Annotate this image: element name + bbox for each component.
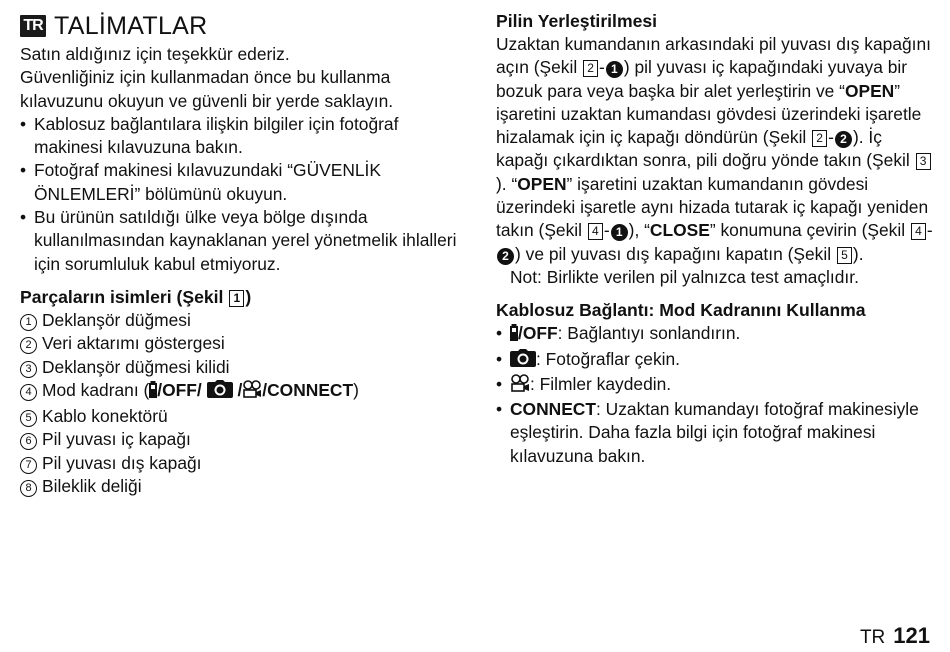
- part-item: 6 Pil yuvası iç kapağı: [20, 428, 465, 452]
- part-number: 1: [20, 314, 37, 331]
- left-column: [20, 10, 465, 499]
- figure-ref: 4: [911, 223, 926, 240]
- figure-ref: 3: [916, 153, 931, 170]
- page-title: [20, 10, 465, 42]
- part-item: 5 Kablo konektörü: [20, 405, 465, 429]
- part-number: 6: [20, 433, 37, 450]
- mode-item-photo: • : Fotoğraflar çekin.: [496, 348, 936, 373]
- figure-ref: 2: [583, 60, 598, 77]
- parts-list: [20, 309, 465, 499]
- footer-language: TR: [859, 627, 886, 648]
- step-number: 1: [611, 224, 628, 241]
- camera-icon: [207, 380, 233, 405]
- mode-item-off: • /OFF: Bağlantıyı sonlandırın.: [496, 322, 936, 347]
- movie-camera-icon: [242, 380, 262, 405]
- page-footer: [860, 624, 930, 650]
- step-number: 2: [497, 248, 514, 265]
- part-number: 2: [20, 337, 37, 354]
- notice-item: • Fotoğraf makinesi kılavuzundaki “GÜVENLİK ÖNLEMLERİ” bölümünü okuyun.: [20, 159, 465, 206]
- part-item: 1 Deklanşör düğmesi: [20, 309, 465, 333]
- notice-list: [20, 113, 465, 276]
- title-text: TALİMATLAR: [54, 12, 208, 40]
- step-number: 1: [606, 61, 623, 78]
- mode-list: [496, 322, 936, 468]
- language-badge: TR: [20, 15, 46, 37]
- page-number: 121: [893, 623, 930, 648]
- right-column: [496, 10, 936, 468]
- part-number: 8: [20, 480, 37, 497]
- step-number: 2: [835, 131, 852, 148]
- part-item: 8 Bileklik deliği: [20, 475, 465, 499]
- wireless-heading: Kablosuz Bağlantı: Mod Kadranını Kullanma: [496, 300, 866, 321]
- figure-ref: 5: [837, 247, 852, 264]
- battery-heading: Pilin Yerleştirilmesi: [496, 11, 658, 31]
- part-number: 7: [20, 457, 37, 474]
- part-number: 5: [20, 410, 37, 427]
- battery-note: Not: Birlikte verilen pil yalnızca test amaçlıdır.: [510, 266, 859, 287]
- part-item: 2 Veri aktarımı göstergesi: [20, 332, 465, 356]
- battery-off-icon: [510, 324, 518, 347]
- battery-instructions: Uzaktan kumandanın arkasındaki pil yuvası dış kapağını açın (Şekil 2 - 1 ) pil yuvası iç kapağındaki yuvaya bir bozuk para veya başka bir alet yerleştirin ve “OPEN” işaretini uzaktan kumandası gövdesi üzerindeki işaretle hizalamak için iç kapağı döndürün (Şekil 2 - 2 ). İç kapağı çıkardıktan sonra, pili doğru yönde takın (Şekil 3). “OPEN” işaretini uzaktan kumandanın gövdesi üzerindeki işaretle aynı hizada tutarak iç kapağı yeniden takın (Şekil 4 - 1 ), “CLOSE” konumuna çevirin (Şekil 4 -2 ) ve pil yuvası dış kapağını kapatın (Şekil 5 ).: [496, 34, 933, 264]
- parts-heading: Parçaların isimleri (Şekil 1 ): [20, 286, 252, 307]
- notice-item: • Kablosuz bağlantılara ilişkin bilgiler için fotoğraf makinesi kılavuzuna bakın.: [20, 113, 465, 160]
- camera-icon: [510, 349, 536, 373]
- mode-item-movie: • : Filmler kaydedin.: [496, 373, 936, 398]
- intro-safety: Güvenliğiniz için kullanmadan önce bu kullanma kılavuzunu okuyun ve güvenli bir yerde saklayın.: [20, 67, 394, 111]
- intro-thanks: Satın aldığınız için teşekkür ederiz.: [20, 44, 290, 64]
- part-item: 7 Pil yuvası dış kapağı: [20, 452, 465, 476]
- movie-camera-icon: [510, 374, 530, 398]
- part-item: 4 Mod kadranı ( /OFF/ / /CONNECT): [20, 379, 465, 405]
- figure-ref: 2: [812, 130, 827, 147]
- figure-ref: 4: [588, 223, 603, 240]
- figure-ref: 1: [229, 290, 244, 307]
- part-number: 3: [20, 361, 37, 378]
- mode-item-connect: • CONNECT: Uzaktan kumandayı fotoğraf makinesiyle eşleştirin. Daha fazla bilgi için fotoğraf makinesi kılavuzuna bakın.: [496, 398, 936, 468]
- notice-item: • Bu ürünün satıldığı ülke veya bölge dışında kullanılmasından kaynaklanan yerel yönetmelik ihlalleri için sorumluluk kabul etmiyoruz.: [20, 206, 465, 276]
- part-number: 4: [20, 384, 37, 401]
- part-item: 3 Deklanşör düğmesi kilidi: [20, 356, 465, 380]
